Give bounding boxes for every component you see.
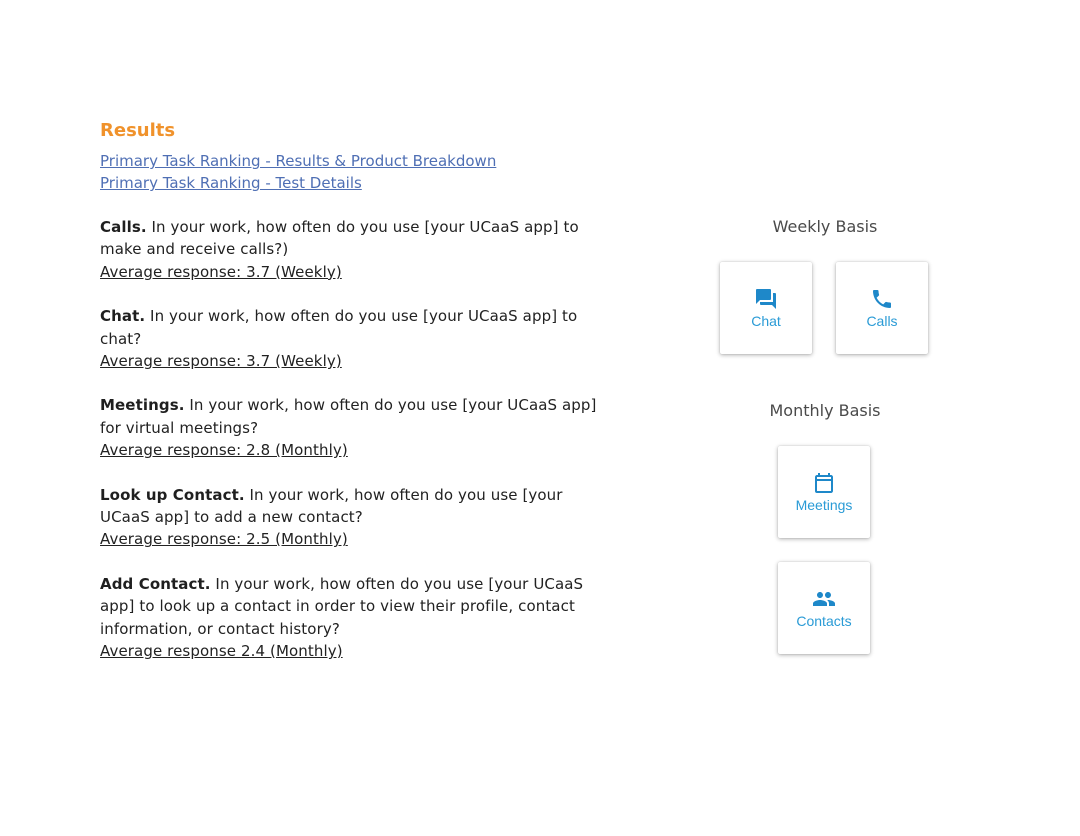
people-icon [812,587,836,611]
question-title: Look up Contact. [100,485,245,504]
calendar-icon [812,471,836,495]
question-text: In your work, how often do you use [your UCaaS app] to make and receive calls?) [100,218,579,259]
question-look-up-contact [100,484,600,551]
average-response: Average response: 2.5 (Monthly) [100,530,348,549]
results-panel [100,118,600,685]
phone-icon [870,287,894,311]
average-response: Average response: 3.7 (Weekly) [100,262,342,281]
link-results-breakdown[interactable]: Primary Task Ranking - Results & Product Breakdown [100,152,497,170]
question-calls [100,216,600,283]
question-meetings [100,394,600,461]
question-title: Calls. [100,218,147,236]
average-response: Average response: 2.8 (Monthly) [100,441,348,460]
question-chat [100,305,600,372]
question-title: Meetings. [100,396,185,415]
question-text: In your work, how often do you use [your UCaaS app] to look up a contact in order to view their profile, contact information, or contact history? [100,574,584,638]
question-add-contact [100,573,600,663]
question-title: Add Contact. [100,574,211,593]
link-test-details[interactable]: Primary Task Ranking - Test Details [100,174,362,192]
question-title: Chat. [100,307,146,326]
average-response: Average response 2.4 (Monthly) [100,642,343,661]
calls-card[interactable] [836,262,928,354]
card-label: Contacts [796,613,852,629]
weekly-basis-title: Weekly Basis [772,217,878,236]
average-response: Average response: 3.7 (Weekly) [100,352,342,371]
monthly-basis-title: Monthly Basis [769,401,881,420]
card-label: Meetings [795,497,853,513]
card-label: Calls [866,313,898,329]
frequency-panel [700,0,950,836]
meetings-card[interactable] [778,446,870,538]
question-text: In your work, how often do you use [your UCaaS app] to chat? [100,307,578,348]
chat-card[interactable] [720,262,812,354]
card-label: Chat [751,313,781,329]
chat-icon [754,287,778,311]
contacts-card[interactable] [778,562,870,654]
links-group [100,150,600,194]
question-text: In your work, how often do you use [your UCaaS app] to add a new contact? [100,485,563,527]
question-text: In your work, how often do you use [your UCaaS app] for virtual meetings? [100,396,597,437]
results-heading: Results [100,120,176,141]
